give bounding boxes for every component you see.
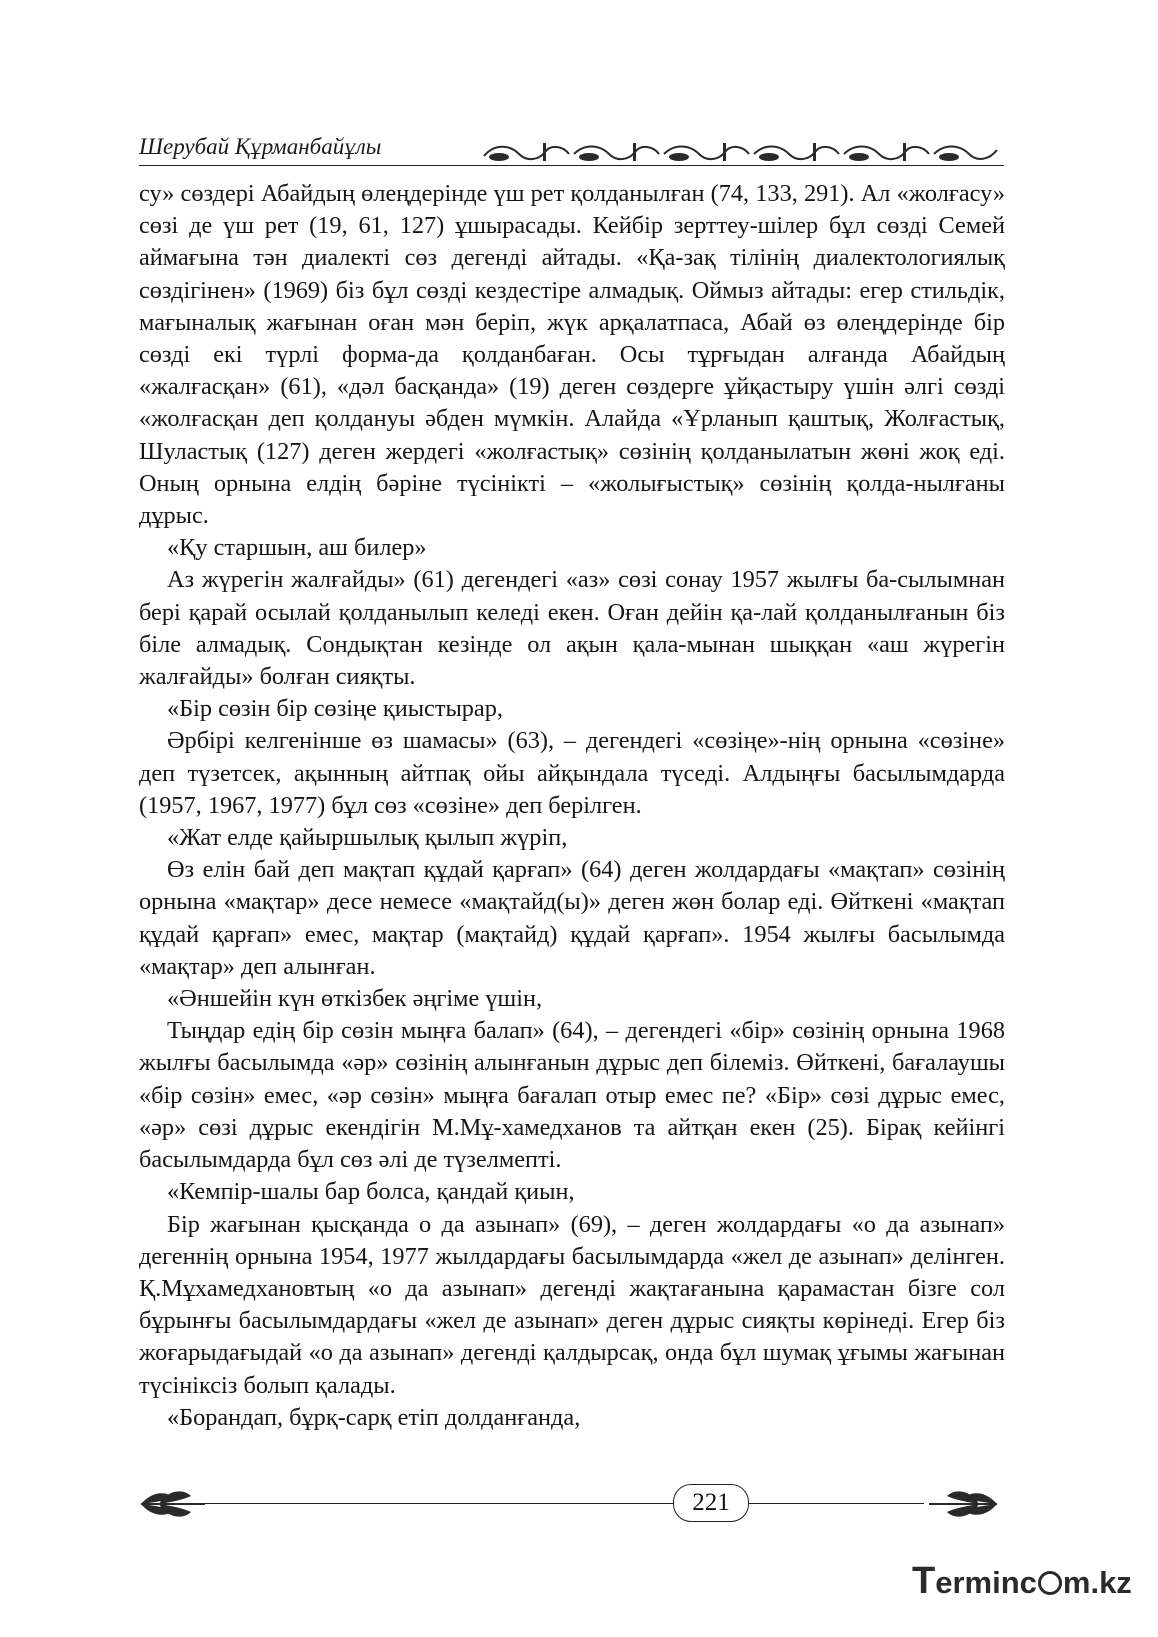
paragraph: «Әншейін күн өткізбек әңгіме үшін, bbox=[167, 985, 543, 1013]
paragraph: «Бір сөзін бір сөзіңе қиыстырар, bbox=[167, 695, 503, 723]
page-footer bbox=[139, 1478, 1009, 1528]
header-ornament-icon bbox=[479, 140, 1004, 166]
header-author: Шерубай Құрманбайұлы bbox=[139, 134, 382, 159]
watermark-text: m.kz bbox=[1062, 1565, 1132, 1600]
footer-rule-left bbox=[205, 1503, 675, 1504]
watermark-text: ermin bbox=[935, 1565, 1020, 1600]
paragraph: «Жат елде қайыршылық қылып жүріп, bbox=[167, 824, 568, 852]
watermark-text: c bbox=[1019, 1565, 1037, 1600]
paragraph: «Қу старшын, аш билер» bbox=[167, 534, 427, 562]
paragraph: «Кемпір-шалы бар болса, қандай қиын, bbox=[167, 1178, 575, 1206]
paragraph: Әрбірі келгенінше өз шамасы» (63), – дегендегі «сөзіңе»-нің орнына «сөзіне» деп түзетсек, ақынның айтпақ ойы айқындала түседі. Алдыңғы басылымдарда (1957, 1967, 1977) бұл сөз «сөзіне» деп берілген. bbox=[139, 727, 1005, 819]
body-text bbox=[139, 178, 1005, 1434]
watermark bbox=[912, 1560, 1142, 1604]
watermark-letter: T bbox=[912, 1560, 936, 1602]
paragraph: Тыңдар едің бір сөзін мыңға балап» (64), – дегендегі «бір» сөзінің орнына 1968 жылғы басылымда «әр» сөзінің алынғанын дұрыс деп білеміз. Өйткені, бағалаушы «бір сөзін» емес, «әр сөзін» мыңға бағалап отыр емес пе? «Бір» сөзі дұрыс емес, «әр» сөзі дұрыс екендігін М.Мұ-хамедханов та айтқан екен (25). Бірақ кейінгі басылымдарда бұл сөз әлі де түзелмепті. bbox=[139, 1017, 1005, 1174]
paragraph: Өз елін бай деп мақтап құдай қарғап» (64) деген жолдардағы «мақтап» сөзінің орнына «мақтар» десе немесе «мақтайд(ы)» деген жөн болар еді. Өйткені «мақтап құдай қарғап» емес, мақтар (мақтайд) құдай қарғап». 1954 жылғы басылымда «мақтар» деп алынған. bbox=[139, 856, 1005, 980]
paragraph: Бір жағынан қысқанда о да азынап» (69), – деген жолдардағы «о да азынап» дегеннің орнына 1954, 1977 жылдардағы басылымдарда «жел де азынап» делінген. Қ.Мұхамедхановтың «о да азынап» дегенді жақтағанына қарамастан бізге сол бұрынғы басылымдардағы «жел де азынап» деген дұрыс сияқты көрінеді. Егер біз жоғарыдағыдай «о да азынап» дегенді қалдырсақ, онда бұл шумақ ұғымы жағынан түсініксіз болып қалады. bbox=[139, 1210, 1005, 1399]
footer-rule-right bbox=[749, 1503, 924, 1504]
header-rule bbox=[139, 165, 1004, 166]
page-number: 221 bbox=[673, 1484, 749, 1522]
paragraph: Аз жүрегін жалғайды» (61) дегендегі «аз» сөзі сонау 1957 жылғы ба-сылымнан бері қарай осылай қолданылып келеді екен. Оған дейін қа-лай қолданылғанын біз біле алмадық. Сондықтан кезінде ол ақын қала-мынан шыққан «аш жүрегін жалғайды» болған сияқты. bbox=[139, 566, 1005, 691]
paragraph: су» сөздері Абайдың өлеңдерінде үш рет қолданылған (74, 133, 291). Ал «жолғасу» сөзі де үш рет (19, 61, 127) ұшырасады. Кейбір зерттеу-шілер бұл сөзді Семей аймағына тән диалекті сөз дегенді айтады. «Қа-зақ тілінің диалектологиялық сөздігінен» (1969) біз бұл сөзді кездестіре алмадық. Оймыз айтады: егер стильдік, мағыналық жағынан оған мән беріп, жүк арқалатпаса, Абай өз өлеңдерінде бір сөзді екі түрлі форма-да қолданбаған. Осы тұрғыдан алғанда Абайдың «жалғасқан» (61), «дәл басқанда» (19) деген сөздерге ұйқастыру үшін әлгі сөзді «жолғасқан деп қолдануы әбден мүмкін. Алайда «Ұрланып қаштық, Жолғастық, Шуластық (127) деген жердегі «жолғастық» сөзінің қолданылатын жөні жоқ еді. Оның орнына елдің бәріне түсінікті – «жолығыстық» сөзінің қолда-нылғаны дұрыс. bbox=[139, 180, 1005, 530]
page-header bbox=[139, 132, 1009, 172]
leaf-ornament-icon bbox=[929, 1484, 999, 1524]
paragraph: «Борандап, бұрқ-сарқ етіп долданғанда, bbox=[167, 1403, 581, 1431]
leaf-ornament-icon bbox=[139, 1484, 205, 1524]
watermark-o-icon bbox=[1038, 1571, 1062, 1595]
